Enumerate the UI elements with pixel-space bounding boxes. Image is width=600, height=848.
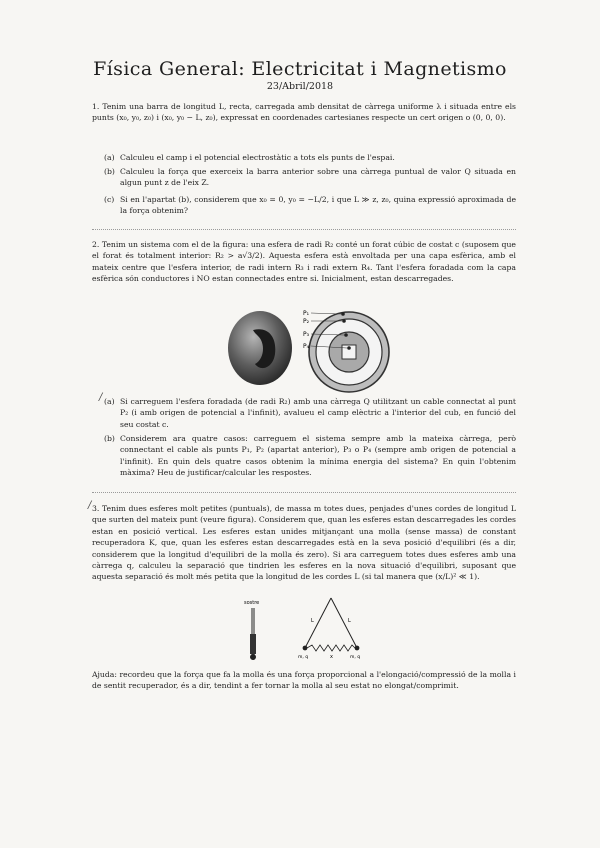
fig-label-mq-right: m, q: [350, 655, 361, 660]
problem-3-number: 3.: [92, 504, 100, 513]
point-marker: [344, 333, 348, 337]
point-marker: [347, 346, 351, 350]
page-title: Física General: Electricitat i Magnetismo: [93, 58, 507, 80]
fig-label-p1: P₁: [303, 310, 310, 317]
item-text: Calculeu la força que exerceix la barra anterior sobre una càrrega puntual de valor Q situada en algun punt z de l'eix Z.: [120, 167, 516, 188]
fig-label-x: x: [330, 654, 333, 660]
sphere: [303, 646, 308, 651]
fig-label-p4: P₄: [303, 343, 310, 350]
hollow-sphere-figure: [225, 308, 295, 388]
problem-1-item-a: [104, 152, 516, 163]
problem-3-intro: [92, 503, 516, 583]
string-left: [305, 598, 331, 648]
problem-2-item-a: [104, 396, 516, 430]
problem-2-text: Tenim un sistema com el de la figura: una esfera de radi R₂ conté un forat cúbic de costat c (suposem que el forat és totalment interior: R₂ > a√3/2). Aquesta esfera està envoltada per una capa esfèrica, amb el mateix centre que l'esfera interior, de radi intern R₃ i radi extern R₄. Tant l'esfera foradada com la capa esfèrica són conductores i NO estan connectades entre si. Inicialment, estan descarregades.: [92, 240, 516, 284]
exam-header: [0, 58, 600, 92]
problem-2-item-b: [104, 433, 516, 479]
handwritten-check-mark: /: [88, 500, 92, 511]
hanging-spheres-uncharged-figure: [235, 598, 271, 664]
fig-label-L-left: L: [311, 618, 314, 624]
section-divider: [92, 492, 516, 493]
problem-3-hint: Ajuda: recordeu que la força que fa la molla és una força proporcional a l'elongació/compressió de la molla i de sentit recuperador, és a dir, tendint a fer tornar la molla al seu estat no elongat/comprimit.: [92, 670, 516, 691]
exam-date: 23/Abril/2018: [266, 81, 334, 92]
fig-label-p3: P₃: [303, 331, 310, 338]
item-text: Si en l'apartat (b), considerem que x₀ = 0, y₀ = −L/2, i que L ≫ z, z₀, quina expressió aproximada de la força obtenim?: [120, 195, 516, 216]
fig-label-L-right: L: [348, 618, 351, 624]
point-marker: [342, 319, 346, 323]
sphere-body: [228, 311, 292, 385]
problem-2-number: 2.: [92, 240, 100, 249]
spring-and-spheres: [250, 634, 256, 654]
sphere: [250, 654, 256, 660]
item-label: (c): [104, 195, 115, 204]
problem-1-number: 1.: [92, 102, 100, 111]
section-divider: [92, 229, 516, 230]
point-marker: [341, 312, 345, 316]
concentric-spheres-figure: [303, 306, 395, 398]
string-right: [331, 598, 357, 648]
fig-label-mq-left: m, q: [298, 655, 309, 660]
item-text: Si carreguem l'esfera foradada (de radi R₂) amb una càrrega Q utilitzant un cable connectat al punt P₂ (i amb origen de potencial a l'infinit), avalueu el camp elèctric a l'interior del cub, en funció del seu costat c.: [120, 397, 516, 429]
problem-2-intro: [92, 239, 516, 285]
problem-1-item-b: [104, 166, 516, 189]
sphere: [355, 646, 360, 651]
fig-ceiling-label: sostre: [244, 600, 260, 606]
item-text: Calculeu el camp i el potencial electrostàtic a tots els punts de l'espai.: [120, 153, 395, 162]
problem-3-text: Tenim dues esferes molt petites (puntuals), de massa m totes dues, penjades d'unes cordes de longitud L que surten del mateix punt (veure figura). Considerem que, quan les esferes estan descarregades les cordes estan en posició vertical. Les esferes estan unides mitjançant una molla (sense massa) de constant recuperadora K, que, quan les esferes estan descarregades està en la seva posició d'equilibri (és a dir, considerem que la longitud d'equilibri de la molla és zero). Si ara carreguem totes dues esferes amb una càrrega q, calculeu la separació que tindrien les esferes en la nova situació d'equilibri, suposant que aquesta separació és molt més petita que la longitud de les cordes L (si tal manera que (x/L)² ≪ 1).: [92, 504, 516, 582]
item-label: (b): [104, 434, 115, 443]
item-label: (a): [104, 153, 115, 162]
problem-1-text: Tenim una barra de longitud L, recta, carregada amb densitat de càrrega uniforme λ i situada entre els punts (x₀, y₀, z₀) i (x₀, y₀ − L, z₀), expressat en coordenades cartesianes respecte un cert origen o (0, 0, 0).: [92, 102, 516, 123]
spring: [307, 645, 355, 651]
item-label: (a): [104, 397, 115, 406]
problem-1-intro: [92, 101, 516, 124]
fig-label-p2: P₂: [303, 318, 310, 325]
item-label: (b): [104, 167, 115, 176]
item-text: Considerem ara quatre casos: carreguem el sistema sempre amb la mateixa càrrega, però connectant el cable als punts P₁, P₂ (apartat anterior), P₃ o P₄ (sempre amb origen de potencial a l'infinit). En quin dels quatre casos obtenim la mínima energia del sistema? En quin l'obtenim màxima? Heu de justificar/calcular les respostes.: [120, 434, 516, 478]
handwritten-check-mark: /: [99, 392, 103, 403]
hanging-spheres-charged-figure: [295, 594, 367, 660]
problem-1-item-c: [104, 194, 516, 217]
